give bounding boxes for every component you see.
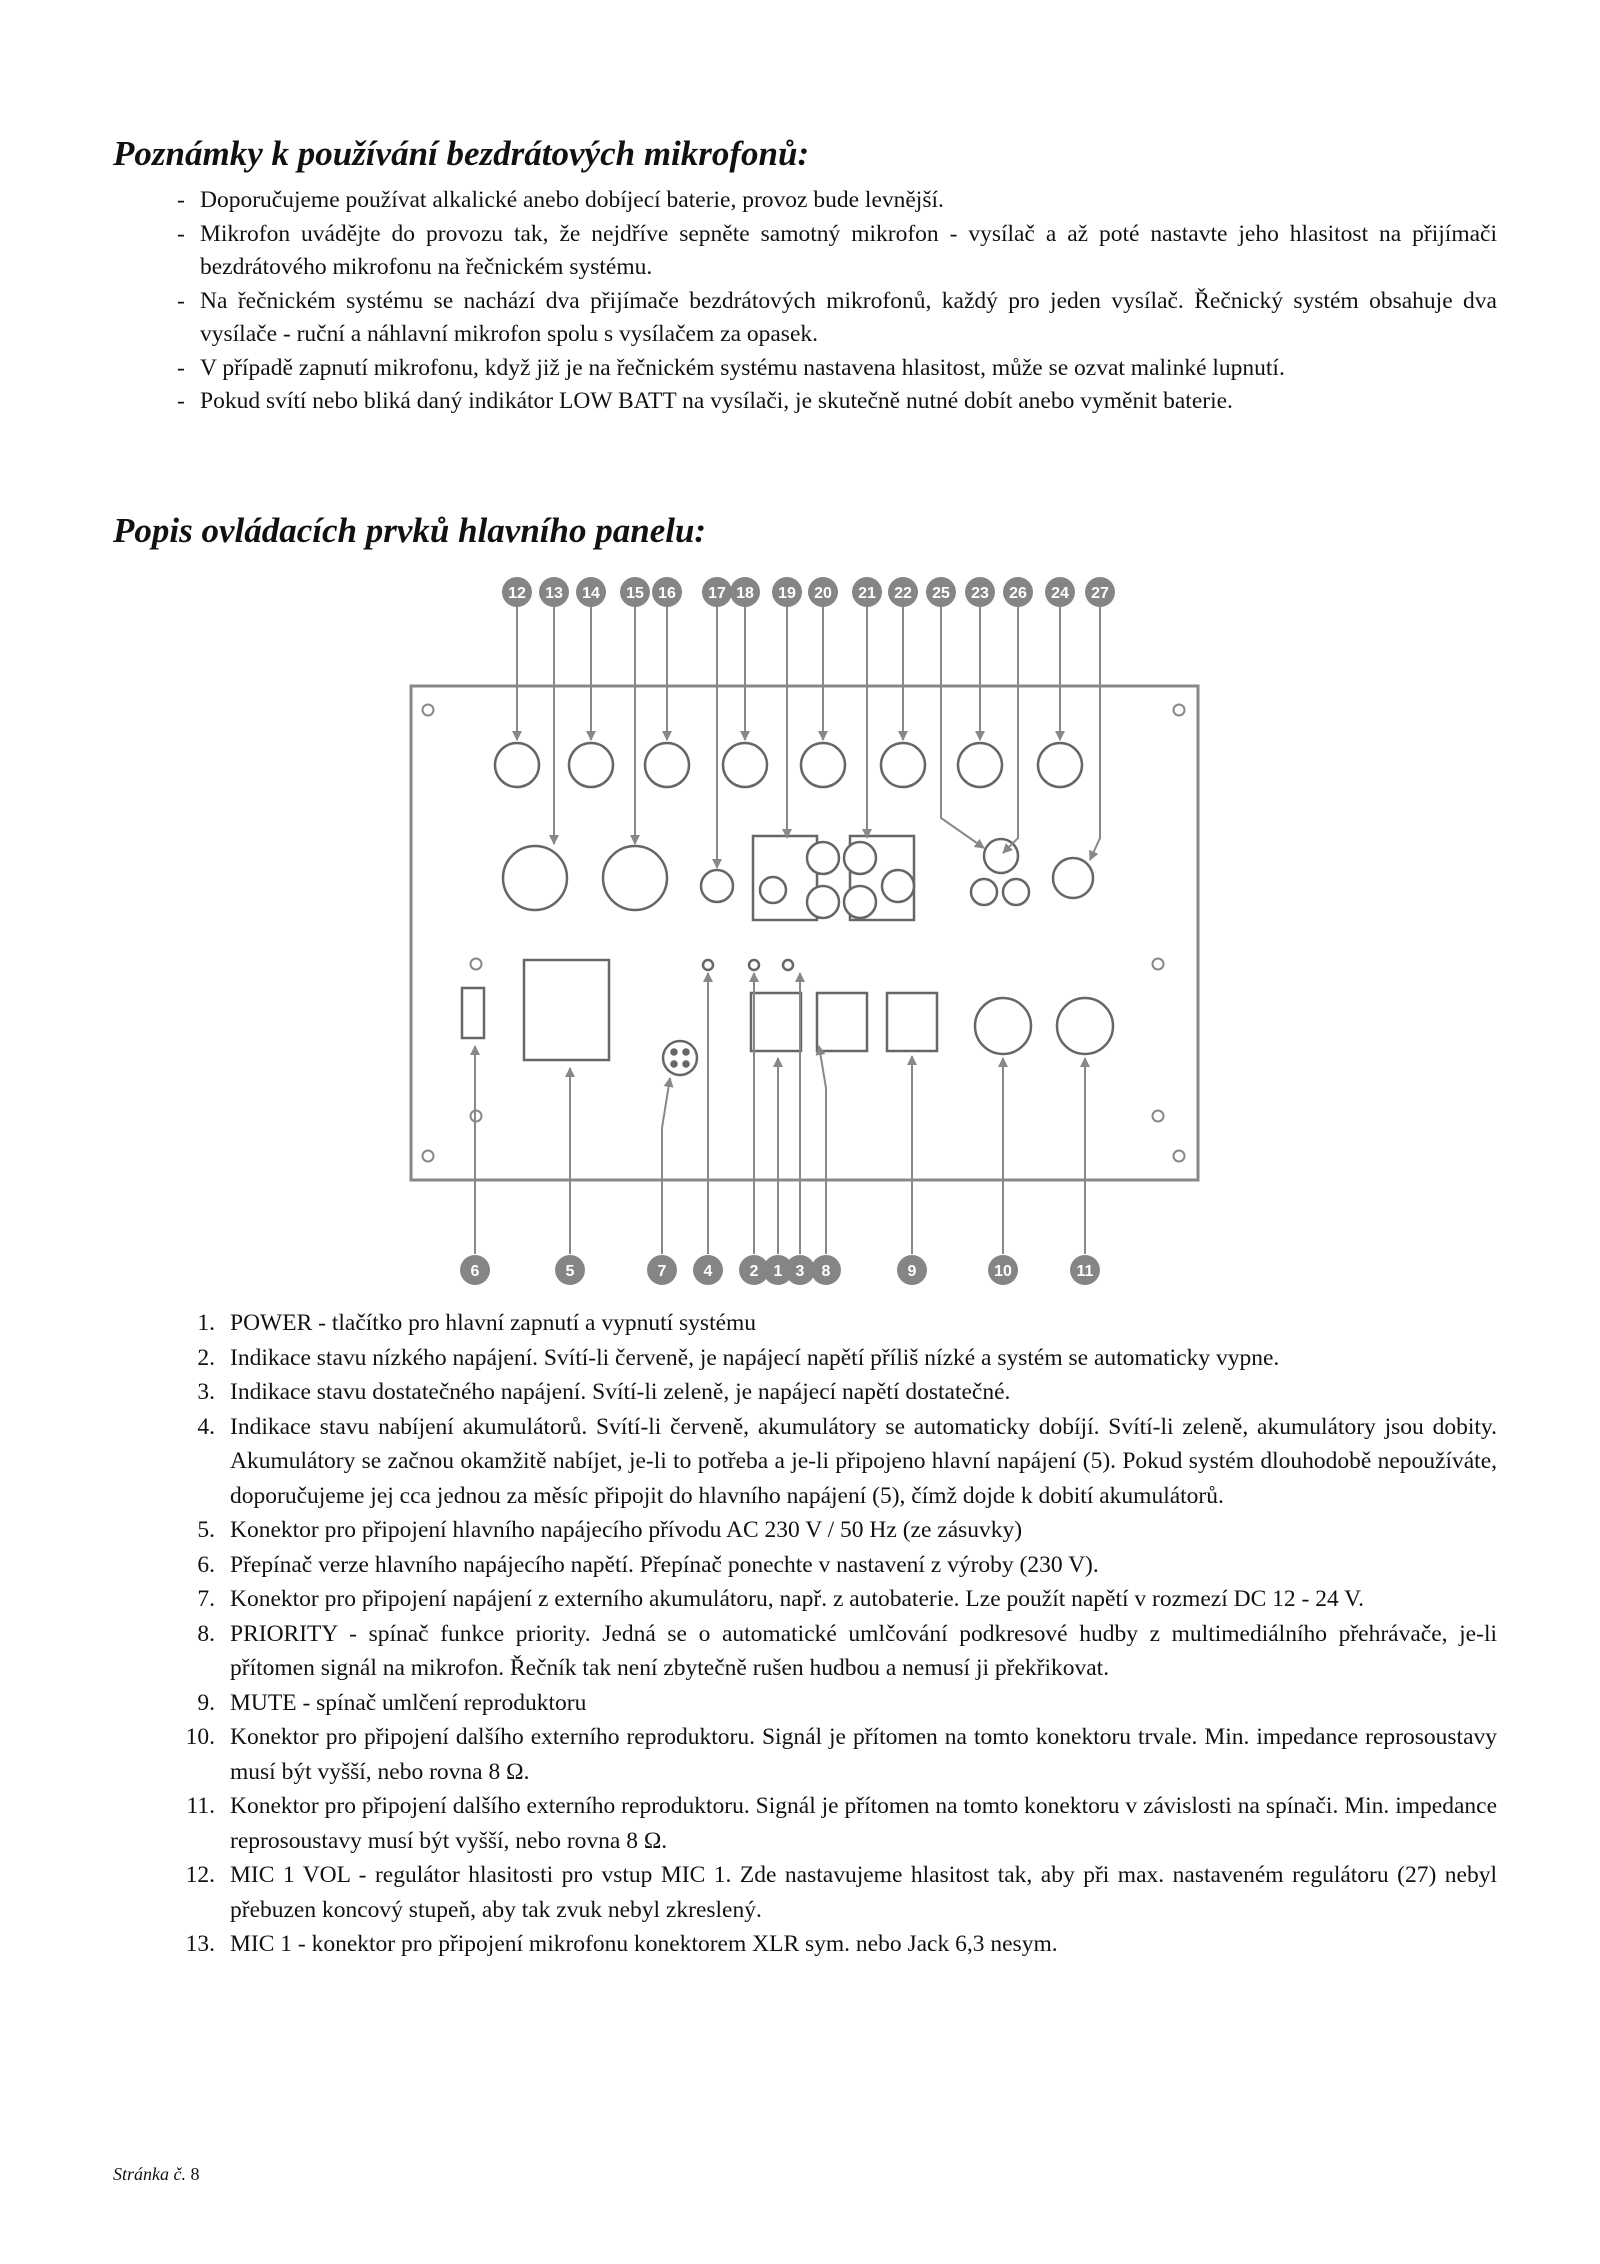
list-item: 3. Indikace stavu dostatečného napájení. Svítí-li zeleně, je napájecí napětí dostatečné.	[197, 1379, 1011, 1405]
svg-text:26: 26	[1009, 585, 1027, 602]
list-item: 7. Konektor pro připojení napájení z externího akumulátoru, např. z autobaterie. Lze použít napětí v rozmezí DC 12 - 24 V.	[197, 1586, 1364, 1612]
volume-knob	[495, 743, 539, 787]
svg-text:16: 16	[658, 585, 676, 602]
callout-badge	[620, 577, 650, 607]
list-item: 11. Konektor pro připojení dalšího externího reproduktoru. Signál je přítomen na tomto konektoru v závislosti na spínači. Min. impedance reprosoustavy musí být vyšší, nebo rovna 8 Ω.	[186, 1793, 1497, 1854]
callout-badge	[1070, 1255, 1100, 1285]
mounting-hole	[1174, 705, 1185, 716]
svg-text:2: 2	[749, 1263, 759, 1280]
svg-text:19: 19	[778, 585, 796, 602]
section-heading-panel-controls: Popis ovládacích prvků hlavního panelu:	[113, 511, 707, 550]
mute-switch	[887, 993, 937, 1051]
xlr-combo-input	[503, 846, 567, 910]
wireless-notes-list	[177, 184, 1497, 419]
rca-socket	[844, 842, 876, 874]
svg-text:8: 8	[821, 1263, 831, 1280]
callout-badge	[460, 1255, 490, 1285]
panel-diagram-svg	[400, 568, 1200, 1290]
svg-text:9: 9	[907, 1263, 917, 1280]
callout-badge	[811, 1255, 841, 1285]
callout-badge	[852, 577, 882, 607]
callout-badge	[576, 577, 606, 607]
note-text: V případě zapnutí mikrofonu, když již je na řečnickém systému nastavena hlasitost, může se ozvat malinké lupnutí.	[200, 354, 1285, 381]
note-text: Mikrofon uvádějte do provozu tak, že nejdříve sepněte samotný mikrofon - vysílač a až poté nastavte jeho hlasitost na přijímači bezdrátového mikrofonu na řečnickém systému.	[200, 220, 1497, 280]
callout-badge	[555, 1255, 585, 1285]
list-item: 8. PRIORITY - spínač funkce priority. Jedná se o automatické umlčování podkresové hudby z multimediálního přehrávače, je-li přítomen signál na mikrofon. Řečník tak není zbytečně rušen hudbou a nemusí ji překřikovat.	[197, 1620, 1497, 1681]
dc-connector	[663, 1041, 697, 1075]
note-item: - V případě zapnutí mikrofonu, když již je na řečnickém systému nastavena hlasitost, může se ozvat malinké lupnutí.	[177, 354, 1285, 381]
list-item: 6. Přepínač verze hlavního napájecího napětí. Přepínač ponechte v nastavení z výroby (230 V).	[197, 1551, 1099, 1578]
mounting-hole	[1153, 959, 1164, 970]
led-indicator	[749, 960, 759, 970]
mounting-hole	[423, 1151, 434, 1162]
rca-socket	[882, 870, 914, 902]
note-item: - Na řečnickém systému se nachází dva přijímače bezdrátových mikrofonů, každý pro jeden vysílač. Řečnický systém obsahuje dva vysílače - ruční a náhlavní mikrofon spolu s vysílačem za opasek.	[177, 287, 1497, 347]
list-item: 12. MIC 1 VOL - regulátor hlasitosti pro vstup MIC 1. Zde nastavujeme hlasitost tak, aby při max. nastaveném regulátoru (27) nebyl přebuzen koncový stupeň, aby tak zvuk nebyl zkreslený.	[185, 1862, 1497, 1923]
svg-text:10: 10	[994, 1263, 1012, 1280]
page-footer	[113, 2164, 199, 2185]
section-heading-wireless-notes: Poznámky k používání bezdrátových mikrofonů:	[113, 134, 810, 173]
svg-text:13: 13	[545, 585, 563, 602]
power-button	[751, 993, 801, 1051]
callout-badge	[888, 577, 918, 607]
jack-input	[701, 870, 733, 902]
callout-badge	[693, 1255, 723, 1285]
callout-badges-top	[502, 577, 1115, 607]
volume-knob	[723, 743, 767, 787]
callout-badge	[539, 577, 569, 607]
callout-badge	[1003, 577, 1033, 607]
mounting-hole	[471, 959, 482, 970]
page-number: 8	[190, 2164, 200, 2184]
list-item: 5. Konektor pro připojení hlavního napájecího přívodu AC 230 V / 50 Hz (ze zásuvky)	[197, 1517, 1023, 1543]
volume-knob	[958, 743, 1002, 787]
svg-text:20: 20	[814, 585, 832, 602]
priority-switch	[817, 993, 867, 1051]
mounting-hole	[423, 705, 434, 716]
led-indicator	[783, 960, 793, 970]
speaker-output	[975, 998, 1031, 1054]
speaker-output	[1057, 998, 1113, 1054]
note-text: Doporučujeme používat alkalické anebo dobíjecí baterie, provoz bude levnější.	[200, 187, 944, 213]
callout-badge	[785, 1255, 815, 1285]
xlr-combo-input	[603, 846, 667, 910]
callout-badge	[988, 1255, 1018, 1285]
list-item: 2. Indikace stavu nízkého napájení. Svítí-li červeně, je napájecí napětí příliš nízké a systém se automaticky vypne.	[197, 1344, 1280, 1371]
callout-badge	[1085, 577, 1115, 607]
note-text: Na řečnickém systému se nachází dva přijímače bezdrátových mikrofonů, každý pro jeden vysílač. Řečnický systém obsahuje dva vysílače - ruční a náhlavní mikrofon spolu s vysílačem za opasek.	[200, 287, 1497, 347]
callout-badge	[897, 1255, 927, 1285]
svg-text:15: 15	[626, 585, 644, 602]
svg-text:7: 7	[657, 1263, 667, 1280]
callout-badge	[772, 577, 802, 607]
callout-badge	[730, 577, 760, 607]
callout-badge	[502, 577, 532, 607]
mounting-hole	[1174, 1151, 1185, 1162]
volume-knob	[801, 743, 845, 787]
list-item: 13. MIC 1 - konektor pro připojení mikrofonu konektorem XLR sym. nebo Jack 6,3 nesym.	[185, 1931, 1058, 1957]
footer-label: Stránka č.	[113, 2164, 186, 2184]
callout-badge	[926, 577, 956, 607]
svg-text:4: 4	[703, 1263, 713, 1280]
rca-socket	[971, 879, 997, 905]
power-inlet	[524, 960, 609, 1060]
svg-text:1: 1	[773, 1263, 783, 1280]
volume-knob	[645, 743, 689, 787]
volume-knob	[881, 743, 925, 787]
mounting-hole	[1153, 1111, 1164, 1122]
svg-text:3: 3	[795, 1263, 805, 1280]
svg-text:17: 17	[708, 585, 726, 602]
svg-text:24: 24	[1051, 585, 1069, 602]
voltage-switch	[462, 988, 484, 1038]
svg-text:25: 25	[932, 585, 950, 602]
volume-knob	[569, 743, 613, 787]
list-item: 1. POWER - tlačítko pro hlavní zapnutí a vypnutí systému	[197, 1310, 757, 1336]
svg-text:22: 22	[894, 585, 912, 602]
callout-badge	[1045, 577, 1075, 607]
controls-description-list	[177, 1306, 1497, 1962]
panel-diagram	[400, 568, 1200, 1290]
volume-knob	[1038, 743, 1082, 787]
svg-text:6: 6	[470, 1263, 480, 1280]
svg-text:27: 27	[1091, 585, 1109, 602]
rca-socket	[807, 886, 839, 918]
rca-socket	[807, 842, 839, 874]
svg-text:5: 5	[565, 1263, 575, 1280]
svg-text:21: 21	[858, 585, 876, 602]
note-item: - Doporučujeme používat alkalické anebo dobíjecí baterie, provoz bude levnější.	[177, 187, 944, 213]
note-item: - Mikrofon uvádějte do provozu tak, že nejdříve sepněte samotný mikrofon - vysílač a až poté nastavte jeho hlasitost na přijímači bezdrátového mikrofonu na řečnickém systému.	[177, 220, 1497, 280]
svg-text:12: 12	[508, 585, 526, 602]
svg-text:23: 23	[971, 585, 989, 602]
svg-text:18: 18	[736, 585, 754, 602]
led-indicator	[703, 960, 713, 970]
list-item: 4. Indikace stavu nabíjení akumulátorů. Svítí-li červeně, akumulátory se automaticky dobíjí. Svítí-li zeleně, akumulátory jsou dobity. Akumulátory se začnou okamžitě nabíjet, je-li to potřeba a je-li připojeno hlavní napájení (5). Pokud systém dlouhodobě nepoužíváte, doporučujeme jej cca jednou za měsíc připojit do hlavního napájení (5), čímž dojde k dobití akumulátorů.	[197, 1413, 1497, 1509]
callout-badge	[652, 577, 682, 607]
svg-text:14: 14	[582, 585, 600, 602]
note-item: - Pokud svítí nebo bliká daný indikátor LOW BATT na vysílači, je skutečně nutné dobít anebo vyměnit baterie.	[177, 388, 1233, 414]
callout-badge	[702, 577, 732, 607]
list-item: 10. Konektor pro připojení dalšího externího reproduktoru. Signál je přítomen na tomto konektoru trvale. Min. impedance reprosoustavy musí být vyšší, nebo rovna 8 Ω.	[185, 1724, 1497, 1785]
callout-badge	[808, 577, 838, 607]
callout-badge	[647, 1255, 677, 1285]
rca-socket	[1003, 879, 1029, 905]
rca-socket	[760, 877, 786, 903]
list-item: 9. MUTE - spínač umlčení reproduktoru	[197, 1689, 587, 1716]
note-text: Pokud svítí nebo bliká daný indikátor LOW BATT na vysílači, je skutečně nutné dobít anebo vyměnit baterie.	[200, 388, 1233, 414]
jack-output	[1053, 858, 1093, 898]
callout-badges-bottom	[460, 1255, 1100, 1285]
callout-badge	[965, 577, 995, 607]
rca-socket	[844, 886, 876, 918]
svg-text:11: 11	[1076, 1263, 1094, 1280]
